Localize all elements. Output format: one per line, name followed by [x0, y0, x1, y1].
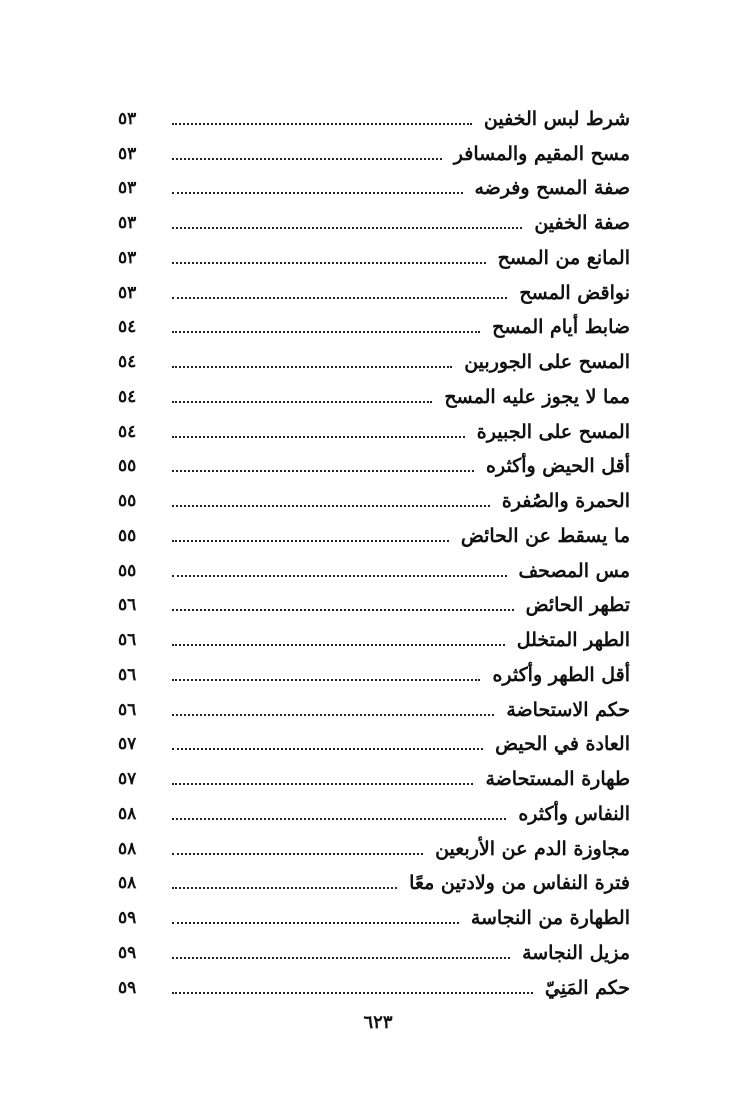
- toc-entry-page-number: ٥٩: [118, 942, 137, 963]
- toc-entry-title: حكم المَنِيّ: [544, 976, 630, 999]
- toc-entry-page-number: ٥٨: [118, 838, 137, 859]
- toc-entry-page-number: ٥٣: [118, 178, 137, 199]
- toc-entry-page-number: ٥٣: [118, 247, 137, 268]
- toc-entry-title: حكم الاستحاضة: [506, 698, 630, 721]
- toc-entry-page-number: ٥٦: [118, 595, 137, 616]
- toc-entry-title: مزيل النجاسة: [522, 941, 630, 964]
- toc-entry: [118, 514, 630, 549]
- toc-entry: [118, 862, 630, 897]
- toc-entry-page-number: ٥٩: [118, 908, 137, 928]
- dot-leader: [172, 401, 432, 403]
- toc-entry-page-number: ٥٥: [118, 560, 137, 581]
- toc-entry: [118, 757, 630, 792]
- toc-entry-page-number: ٥٥: [118, 525, 137, 546]
- toc-entry: [118, 688, 630, 723]
- toc-entry: [118, 97, 630, 132]
- toc-entry-page-number: ٥٦: [118, 699, 137, 720]
- toc-entry-page-number: ٥٣: [118, 282, 137, 303]
- toc-entry: [118, 618, 630, 653]
- toc-entry: [118, 340, 630, 375]
- toc-entry: [118, 271, 630, 306]
- toc-entry-page-number: ٥٥: [118, 491, 137, 511]
- dot-leader: [172, 957, 510, 959]
- dot-leader: [172, 783, 473, 785]
- dot-leader: [172, 609, 514, 611]
- dot-leader: [172, 748, 483, 750]
- toc-entry: [118, 479, 630, 514]
- table-of-contents: [118, 97, 630, 1001]
- dot-leader: [172, 505, 490, 507]
- toc-entry-title: أقل الحيض وأكثره: [486, 455, 630, 478]
- toc-entry-title: مما لا يجوز عليه المسح: [444, 385, 630, 408]
- toc-entry-page-number: ٥٤: [118, 352, 137, 372]
- dot-leader: [172, 123, 472, 125]
- toc-entry-title: ضابط أيام المسح: [492, 316, 630, 339]
- toc-entry-page-number: ٥٣: [118, 213, 137, 233]
- toc-entry: [118, 723, 630, 758]
- toc-entry-title: الطهر المتخلل: [516, 629, 630, 651]
- toc-entry-page-number: ٥٧: [118, 734, 137, 755]
- toc-entry-page-number: ٥٨: [118, 873, 137, 894]
- toc-entry-title: فترة النفاس من ولادتين معًا: [409, 872, 630, 895]
- toc-entry-page-number: ٥٩: [118, 977, 137, 998]
- toc-entry-title: ما يسقط عن الحائض: [460, 524, 630, 547]
- toc-entry-page-number: ٥٦: [118, 664, 137, 685]
- toc-entry: [118, 827, 630, 862]
- toc-entry-title: العادة في الحيض: [495, 733, 630, 756]
- toc-entry-title: طهارة المستحاضة: [485, 768, 630, 790]
- dot-leader: [172, 366, 452, 368]
- dot-leader: [172, 192, 463, 194]
- toc-entry: [118, 966, 630, 1001]
- toc-entry-title: صفة المسح وفرضه: [474, 177, 630, 200]
- dot-leader: [172, 887, 397, 889]
- toc-entry: [118, 792, 630, 827]
- toc-entry: [118, 375, 630, 410]
- toc-entry-title: الحمرة والصُفرة: [501, 490, 630, 512]
- toc-entry-title: الطهارة من النجاسة: [470, 907, 630, 929]
- toc-entry: [118, 132, 630, 167]
- dot-leader: [172, 679, 480, 681]
- toc-entry-title: المسح على الجبيرة: [476, 420, 630, 443]
- dot-leader: [172, 227, 522, 229]
- toc-entry: [118, 410, 630, 445]
- toc-entry-title: شرط لبس الخفين: [483, 107, 630, 130]
- dot-leader: [172, 714, 494, 716]
- toc-entry: [118, 549, 630, 584]
- toc-entry-page-number: ٥٤: [118, 386, 137, 407]
- toc-entry-page-number: ٥٦: [118, 630, 137, 650]
- toc-entry-title: صفة الخفين: [534, 212, 630, 234]
- page-number: ٦٢٣: [363, 1012, 393, 1033]
- toc-entry: [118, 653, 630, 688]
- toc-entry-title: النفاس وأكثره: [518, 802, 630, 825]
- dot-leader: [172, 262, 486, 264]
- toc-entry-title: المسح على الجوربين: [464, 351, 630, 373]
- toc-entry-title: أقل الطهر وأكثره: [492, 663, 630, 686]
- dot-leader: [172, 297, 507, 299]
- toc-entry: [118, 236, 630, 271]
- toc-entry-title: المانع من المسح: [497, 246, 630, 269]
- toc-entry-page-number: ٥٨: [118, 803, 137, 824]
- toc-entry: [118, 896, 630, 931]
- toc-entry: [118, 931, 630, 966]
- dot-leader: [172, 470, 474, 472]
- toc-entry-title: مس المصحف: [518, 559, 630, 582]
- dot-leader: [172, 992, 533, 994]
- toc-entry-page-number: ٥٤: [118, 421, 137, 442]
- toc-entry: [118, 306, 630, 341]
- toc-entry-page-number: ٥٧: [118, 769, 137, 789]
- dot-leader: [172, 540, 449, 542]
- toc-entry-title: مجاوزة الدم عن الأربعين: [435, 837, 630, 860]
- toc-entry: [118, 584, 630, 619]
- toc-entry: [118, 201, 630, 236]
- toc-entry: [118, 445, 630, 480]
- dot-leader: [172, 818, 506, 820]
- dot-leader: [172, 158, 442, 160]
- dot-leader: [172, 922, 459, 924]
- toc-entry-title: نواقض المسح: [519, 281, 630, 304]
- dot-leader: [172, 644, 505, 646]
- dot-leader: [172, 853, 423, 855]
- dot-leader: [172, 331, 480, 333]
- dot-leader: [172, 436, 465, 438]
- toc-entry: [118, 167, 630, 202]
- toc-entry-page-number: ٥٥: [118, 456, 137, 477]
- toc-entry-page-number: ٥٤: [118, 317, 137, 338]
- toc-entry-page-number: ٥٣: [118, 108, 137, 129]
- toc-entry-page-number: ٥٣: [118, 143, 137, 164]
- toc-entry-title: تطهر الحائض: [525, 594, 630, 617]
- dot-leader: [172, 575, 507, 577]
- toc-entry-title: مسح المقيم والمسافر: [453, 142, 630, 165]
